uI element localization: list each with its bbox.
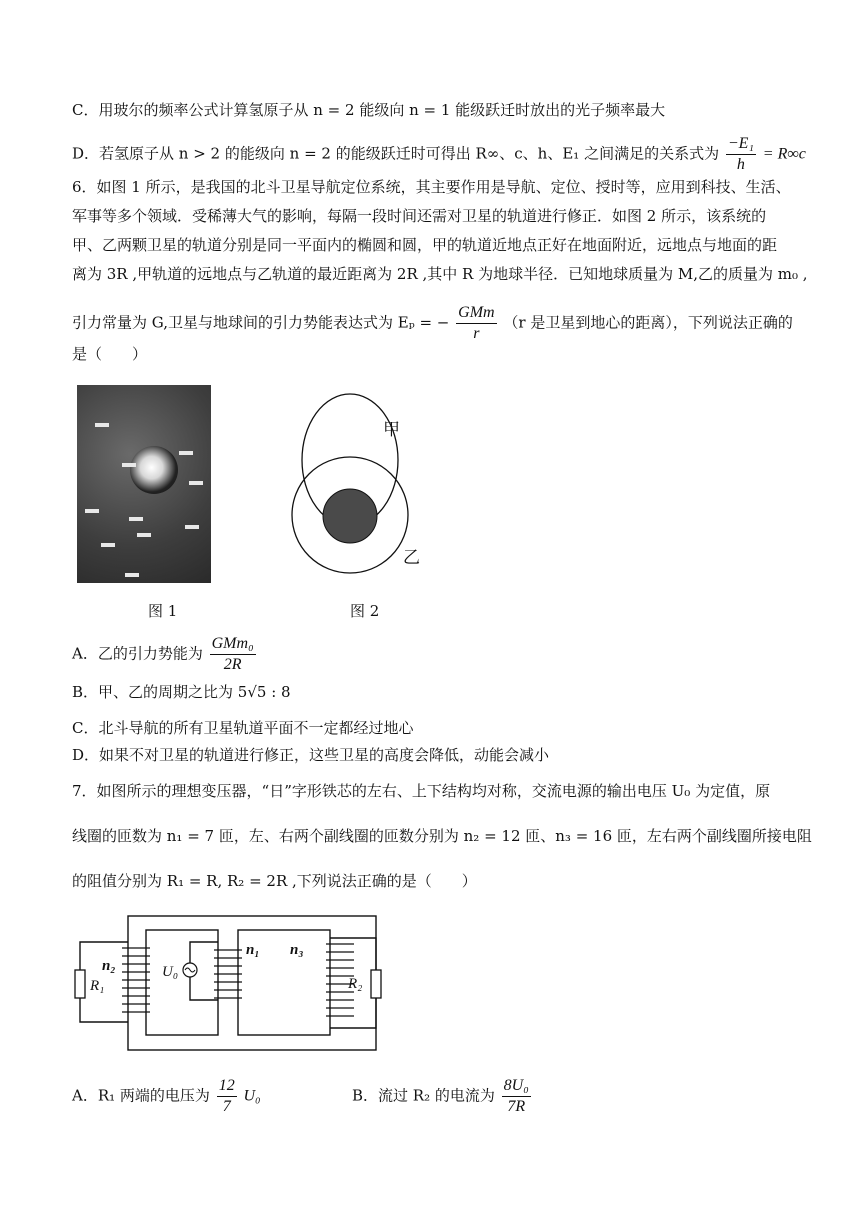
q7-option-b-fraction xyxy=(502,1076,531,1117)
q7-stem-line1: 7．如图所示的理想变压器，“日”字形铁芯的左右、上下结构均对称，交流电源的输出电压 U₀ 为定值，原 xyxy=(72,782,771,800)
q6-line5-tail: （r 是卫星到地心的距离），下列说法正确的 xyxy=(503,313,793,332)
q6-potential-fraction xyxy=(456,303,496,344)
resistor-r1 xyxy=(75,970,85,998)
q6-stem-line6: 是（ ） xyxy=(72,345,148,363)
fraction-numerator: GMm₀ xyxy=(210,634,256,655)
q5-option-c: C．用玻尔的频率公式计算氢原子从 n = 2 能级向 n = 1 能级跃迁时放出的光子频率最大 xyxy=(72,101,666,119)
q7-option-b-text: B．流过 R₂ 的电流为 xyxy=(352,1086,495,1105)
label-u0: U₀ xyxy=(162,964,179,980)
satellite-icon xyxy=(125,573,139,577)
fraction-denominator: 7 xyxy=(222,1098,231,1115)
satellite-icon xyxy=(101,543,115,547)
q7-option-a-fraction xyxy=(217,1076,237,1117)
figure-2-caption: 图 2 xyxy=(350,602,380,620)
label-yi: 乙 xyxy=(403,548,420,567)
label-r2: R₂ xyxy=(348,976,363,992)
q6-option-a-text: A．乙的引力势能为 xyxy=(72,644,203,663)
label-r1: R₁ xyxy=(90,978,105,994)
resistor-r2 xyxy=(371,970,381,998)
fraction-denominator: 7R xyxy=(507,1098,526,1115)
label-n2: n₂ xyxy=(102,958,116,974)
q7-option-a-text: A．R₁ 两端的电压为 xyxy=(72,1086,210,1105)
q6-option-d: D．如果不对卫星的轨道进行修正，这些卫星的高度会降低，动能会减小 xyxy=(72,746,550,764)
core-left-window xyxy=(146,930,218,1035)
label-jia: 甲 xyxy=(383,420,400,439)
fraction-numerator: 12 xyxy=(217,1076,237,1097)
beidou-satellite-photo xyxy=(77,385,211,583)
satellite-icon xyxy=(185,525,199,529)
q7-option-b xyxy=(352,1076,533,1117)
q5-option-d-fraction xyxy=(726,134,756,175)
satellite-icon xyxy=(189,481,203,485)
label-n3: n₃ xyxy=(290,942,304,958)
fraction-denominator: r xyxy=(473,325,480,342)
fraction-denominator: 2R xyxy=(223,656,242,673)
q6-option-c: C．北斗导航的所有卫星轨道平面不一定都经过地心 xyxy=(72,719,414,737)
q7-stem-line2: 线圈的匝数为 n₁ = 7 匝，左、右两个副线圈的匝数分别为 n₂ = 12 匝、n₃ = 16 匝，左右两个副线圈所接电阻 xyxy=(72,827,812,845)
q6-option-b: B．甲、乙的周期之比为 5√5 : 8 xyxy=(72,683,291,701)
q6-option-a-fraction xyxy=(210,634,256,675)
q6-stem-line2: 军事等多个领域．受稀薄大气的影响，每隔一段时间还需对卫星的轨道进行修正．如图 2 所示，该系统的 xyxy=(72,207,767,225)
q7-option-a-tail: U₀ xyxy=(243,1087,261,1105)
earth-image xyxy=(130,446,178,494)
fraction-numerator: −E₁ xyxy=(726,134,756,155)
figure-1-caption: 图 1 xyxy=(148,602,178,620)
fraction-denominator: h xyxy=(736,156,745,173)
satellite-icon xyxy=(95,423,109,427)
fraction-numerator: GMm xyxy=(456,303,496,324)
transformer-circuit-diagram xyxy=(70,910,390,1055)
q7-option-a xyxy=(72,1076,261,1117)
satellite-icon xyxy=(129,517,143,521)
satellite-icon xyxy=(179,451,193,455)
q5-option-d-text: D．若氢原子从 n > 2 的能级向 n = 2 的能级跃迁时可得出 R∞、c、h、E₁ 之间满足的关系式为 xyxy=(72,144,720,163)
q6-line5-text: 引力常量为 G,卫星与地球间的引力势能表达式为 Eₚ = − xyxy=(72,313,450,332)
q6-stem-line1: 6．如图 1 所示，是我国的北斗卫星导航定位系统，其主要作用是导航、定位、授时等，应用到科技、生活、 xyxy=(72,178,791,196)
fraction-numerator: 8U₀ xyxy=(502,1076,531,1097)
satellite-icon xyxy=(85,509,99,513)
q6-stem-line5 xyxy=(72,303,793,344)
q5-option-d xyxy=(72,134,806,175)
label-n1: n₁ xyxy=(246,942,260,958)
q7-stem-line3: 的阻值分别为 R₁ = R, R₂ = 2R ,下列说法正确的是（ ） xyxy=(72,872,477,890)
satellite-icon xyxy=(137,533,151,537)
orbit-diagram xyxy=(285,385,435,585)
q6-stem-line3: 甲、乙两颗卫星的轨道分别是同一平面内的椭圆和圆，甲的轨道近地点正好在地面附近，远地点与地面的距 xyxy=(72,236,778,254)
core-outer-frame xyxy=(128,916,376,1050)
q6-stem-line4: 离为 3R ,甲轨道的远地点与乙轨道的最近距离为 2R ,其中 R 为地球半径．已知地球质量为 M,乙的质量为 m₀ , xyxy=(72,265,808,283)
q6-option-a xyxy=(72,634,258,675)
earth-disc xyxy=(323,489,377,543)
q5-option-d-tail: = R∞c xyxy=(762,145,806,163)
satellite-icon xyxy=(122,463,136,467)
